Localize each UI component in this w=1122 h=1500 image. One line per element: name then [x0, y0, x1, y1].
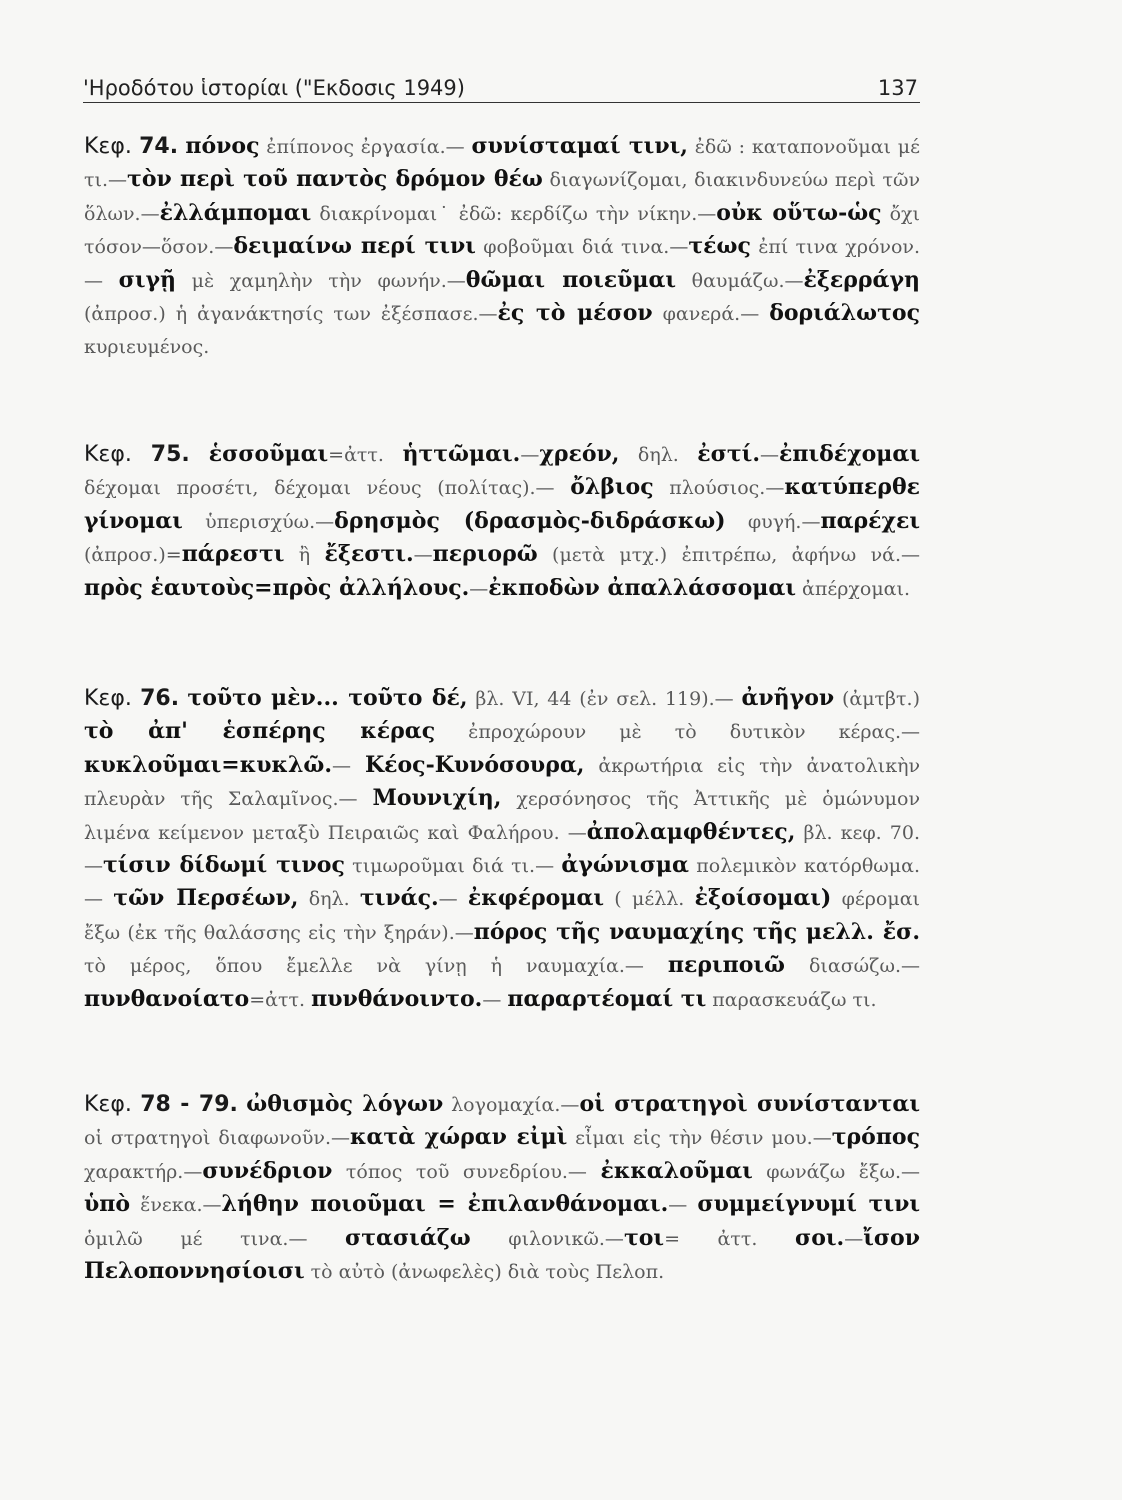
headword: τοι	[623, 1224, 665, 1251]
headword: ἐκποδὼν ἀπαλλάσσομαι	[488, 574, 796, 601]
chapter-label: Κεφ.	[84, 134, 132, 159]
headword: τὸν περὶ τοῦ παντὸς δρόμον θέω	[127, 166, 543, 193]
gloss-text: χερσόνησος τῆς Ἀττικῆς μὲ ὁμώνυμον λιμένα κείμενον μεταξὺ Πειραιῶς καὶ Φαλήρου. —	[84, 788, 921, 844]
headword: ὄλβιος	[570, 474, 654, 501]
gloss-text: χαρακτήρ.—	[84, 1160, 203, 1183]
headword: ἀγώνισμα	[561, 852, 689, 879]
gloss-text: τόπος τοῦ συνεδρίου.—	[332, 1160, 601, 1183]
gloss-text: —	[844, 1227, 864, 1250]
chapter-label: Κεφ.	[84, 1092, 132, 1117]
headword: ἐξερράγη	[803, 266, 920, 293]
gloss-text: ἀκρωτήρια εἰς τὴν ἀνατολικὴν πλευρὰν τῆς Σαλαμῖνος.—	[84, 754, 920, 811]
gloss-text: —	[668, 1194, 698, 1217]
gloss-text: ἕνεκα.—	[130, 1194, 222, 1217]
gloss-text: —	[520, 444, 540, 466]
gloss-text: ἢ	[284, 544, 325, 567]
headword: τέως	[688, 233, 751, 260]
gloss-text: διαγωνίζομαι, διακινδυνεύω περὶ τῶν ὅλων.—	[84, 169, 921, 225]
headword: δρησμὸς (δρασμὸς-διδράσκω)	[334, 507, 726, 534]
gloss-text: ὄχι τόσον—ὅσον.—	[84, 202, 920, 259]
headword: ἀπολαμφθέντες,	[586, 818, 796, 845]
headword: οἱ στρατηγοὶ συνίστανται	[579, 1091, 920, 1117]
gloss-text: πλούσιος.—	[653, 477, 785, 500]
chapter-body	[84, 1092, 920, 1283]
gloss-text: δέχομαι προσέτι, δέχομαι νέους (πολίτας).—	[84, 477, 571, 500]
chapter-body	[84, 686, 920, 1011]
gloss-text: βλ. κεφ. 70.—	[84, 821, 920, 878]
gloss-text: κυριευμένος.	[84, 336, 210, 359]
headword: Μουνιχίη,	[372, 785, 502, 812]
headword: συμμείγνυμί τινι	[697, 1191, 920, 1218]
gloss-text: (ἀπροσ.) ἡ ἀγανάκτησίς των ἐξέσπασε.—	[84, 303, 498, 326]
gloss-text: ὁμιλῶ μέ τινα.—	[84, 1227, 345, 1250]
gloss-text: βλ. VI, 44 (ἐν σελ. 119).—	[467, 688, 742, 710]
running-title: 'Ηροδότου ἱστορίαι ("Εκδοσις 1949)	[83, 76, 465, 100]
headword: πόρος τῆς ναυμαχίης τῆς μελλ. ἔσ.	[473, 918, 921, 945]
gloss-text: τιμωροῦμαι διά τι.—	[344, 855, 562, 878]
gloss-text: (μετὰ μτχ.) ἐπιτρέπω, ἀφήνω νά.—	[537, 544, 920, 567]
headword: ἔξεστι.	[324, 541, 414, 568]
headword: στασιάζω	[345, 1224, 471, 1251]
gloss-text: τὸ αὐτὸ (ἀνωφελὲς) διὰ τοὺς Πελοπ.	[304, 1261, 665, 1284]
headword: σοι.	[794, 1224, 845, 1251]
gloss-text: —	[413, 544, 433, 567]
gloss-text: (ἀμτβτ.)	[834, 688, 920, 710]
gloss-text: πολεμικὸν κατόρθωμα.—	[84, 855, 921, 911]
headword: πάρεστι	[181, 541, 285, 568]
chapter-label: Κεφ.	[84, 442, 132, 467]
headword: τῶν Περσέων,	[113, 885, 299, 912]
gloss-text: τὸ μέρος, ὅπου ἔμελλε νὰ γίνῃ ἡ ναυμαχία.—	[84, 955, 668, 978]
gloss-text: ἐπί τινα χρόνον.—	[84, 236, 921, 292]
gloss-text: διασώζω.—	[785, 955, 920, 978]
chapter-75-notes	[84, 438, 920, 605]
gloss-text: =ἀττ.	[328, 444, 403, 466]
headword: σιγῇ	[118, 266, 176, 293]
chapter-78-79-notes	[84, 1088, 920, 1288]
gloss-text: δηλ.	[298, 888, 360, 911]
headword: ἐπιδέχομαι	[778, 441, 920, 467]
headword: τοῦτο μὲν... τοῦτο δέ,	[187, 685, 468, 711]
headword: δοριάλωτος	[769, 300, 920, 327]
headword: ἀνῆγον	[741, 685, 835, 711]
page-number: 137	[877, 76, 918, 100]
headword: περιποιῶ	[667, 952, 785, 979]
gloss-text: θαυμάζω.—	[676, 269, 804, 292]
gloss-text: μὲ χαμηλὴν τὴν φωνήν.—	[176, 269, 466, 292]
headword: ἡττῶμαι.	[402, 441, 521, 467]
headword: Κέος-Κυνόσουρα,	[365, 751, 585, 778]
headword: τρόπος	[831, 1124, 920, 1151]
chapter-74-notes	[84, 130, 920, 364]
gloss-text: φυγή.—	[725, 510, 821, 533]
headword: πόνος	[185, 133, 260, 159]
gloss-text: οἱ στρατηγοὶ διαφωνοῦν.—	[84, 1127, 350, 1150]
chapter-number: 78 - 79.	[140, 1092, 238, 1117]
gloss-text: φανερά.—	[652, 303, 770, 326]
headword: λήθην ποιοῦμαι = ἐπιλανθάνομαι.	[221, 1191, 669, 1218]
gloss-text: φέρομαι ἔξω (ἐκ τῆς θαλάσσης εἰς τὴν ξηράν).—	[84, 888, 920, 944]
gloss-text: ὑπερισχύω.—	[182, 510, 335, 533]
headword: δειμαίνω περί τινι	[233, 233, 476, 260]
headword: περιορῶ	[432, 541, 538, 568]
gloss-text: διακρίνομαι˙ ἐδῶ: κερδίζω τὴν νίκην.—	[311, 202, 717, 225]
headword: οὐκ οὕτω-ὡς	[716, 199, 882, 226]
gloss-text: δηλ.	[619, 444, 698, 466]
gloss-text: ἀπέρχομαι.	[796, 577, 910, 600]
gloss-text: παρασκευάζω τι.	[706, 988, 877, 1011]
running-header	[83, 72, 920, 103]
headword: κατὰ χώραν εἰμὶ	[349, 1124, 568, 1151]
gloss-text: φωνάζω ἔξω.—	[752, 1160, 920, 1183]
gloss-text: λογομαχία.—	[443, 1094, 580, 1116]
headword: ὑπὸ	[84, 1191, 131, 1218]
chapter-body	[84, 442, 920, 600]
headword: τίσιν δίδωμί τινος	[103, 852, 345, 879]
headword: θῶμαι ποιεῦμαι	[465, 266, 677, 293]
gloss-text: (ἀπροσ.)=	[84, 544, 182, 567]
gloss-text: =ἀττ.	[249, 988, 312, 1011]
headword: πρὸς ἑαυτοὺς=πρὸς ἀλλήλους.	[84, 574, 470, 601]
headword: κατύπερθε γίνομαι	[84, 474, 920, 534]
gloss-text: —	[332, 754, 366, 777]
headword: ἐκκαλοῦμαι	[600, 1157, 753, 1184]
gloss-text: —	[759, 444, 779, 466]
headword: ἐλλάμπομαι	[159, 199, 312, 226]
headword: τινάς.	[359, 885, 439, 912]
gloss-text: ( μέλλ.	[604, 888, 695, 911]
gloss-text: φιλονικῶ.—	[470, 1227, 624, 1250]
headword: πυνθανοίατο	[84, 985, 250, 1012]
chapter-paragraph	[84, 1088, 920, 1288]
headword: τὸ ἀπ' ἑσπέρης κέρας	[84, 718, 436, 745]
gloss-text: ἐπίπονος ἐργασία.—	[259, 136, 472, 158]
gloss-text: —	[482, 988, 508, 1011]
chapter-number: 76.	[140, 686, 180, 711]
headword: πυνθάνοιντο.	[311, 985, 483, 1012]
chapter-body	[84, 134, 920, 358]
chapter-label: Κεφ.	[84, 686, 132, 711]
headword: ἴσον Πελοποννησίοισι	[84, 1224, 920, 1285]
gloss-text: —	[469, 577, 489, 600]
headword: ἐξοίσομαι)	[694, 885, 832, 912]
gloss-text: ἐπροχώρουν μὲ τὸ δυτικὸν κέρας.—	[435, 721, 920, 744]
gloss-text: ἐδῶ : καταπονοῦμαι μέ τι.—	[84, 136, 920, 192]
headword: χρεόν,	[539, 441, 620, 467]
chapter-paragraph	[84, 130, 920, 364]
headword: παραρτέομαί τι	[507, 985, 707, 1012]
chapter-76-notes	[84, 682, 920, 1016]
gloss-text: φοβοῦμαι διά τινα.—	[475, 236, 689, 259]
headword: ἑσσοῦμαι	[208, 441, 329, 467]
headword: κυκλοῦμαι=κυκλῶ.	[84, 751, 332, 778]
chapter-number: 74.	[139, 134, 179, 159]
headword: ἐκφέρομαι	[467, 885, 605, 912]
chapter-paragraph	[84, 438, 920, 605]
headword: ἐστί.	[697, 441, 760, 467]
headword: συνίσταμαί τινι,	[471, 133, 688, 159]
chapter-number: 75.	[150, 442, 190, 467]
chapter-paragraph	[84, 682, 920, 1016]
headword: παρέχει	[820, 507, 920, 534]
headword: ὠθισμὸς λόγων	[246, 1091, 444, 1117]
gloss-text: = ἀττ.	[664, 1227, 795, 1250]
gloss-text: εἶμαι εἰς τὴν θέσιν μου.—	[567, 1127, 832, 1150]
headword: συνέδριον	[202, 1157, 333, 1184]
headword: ἐς τὸ μέσον	[497, 300, 653, 327]
gloss-text: —	[438, 888, 468, 911]
